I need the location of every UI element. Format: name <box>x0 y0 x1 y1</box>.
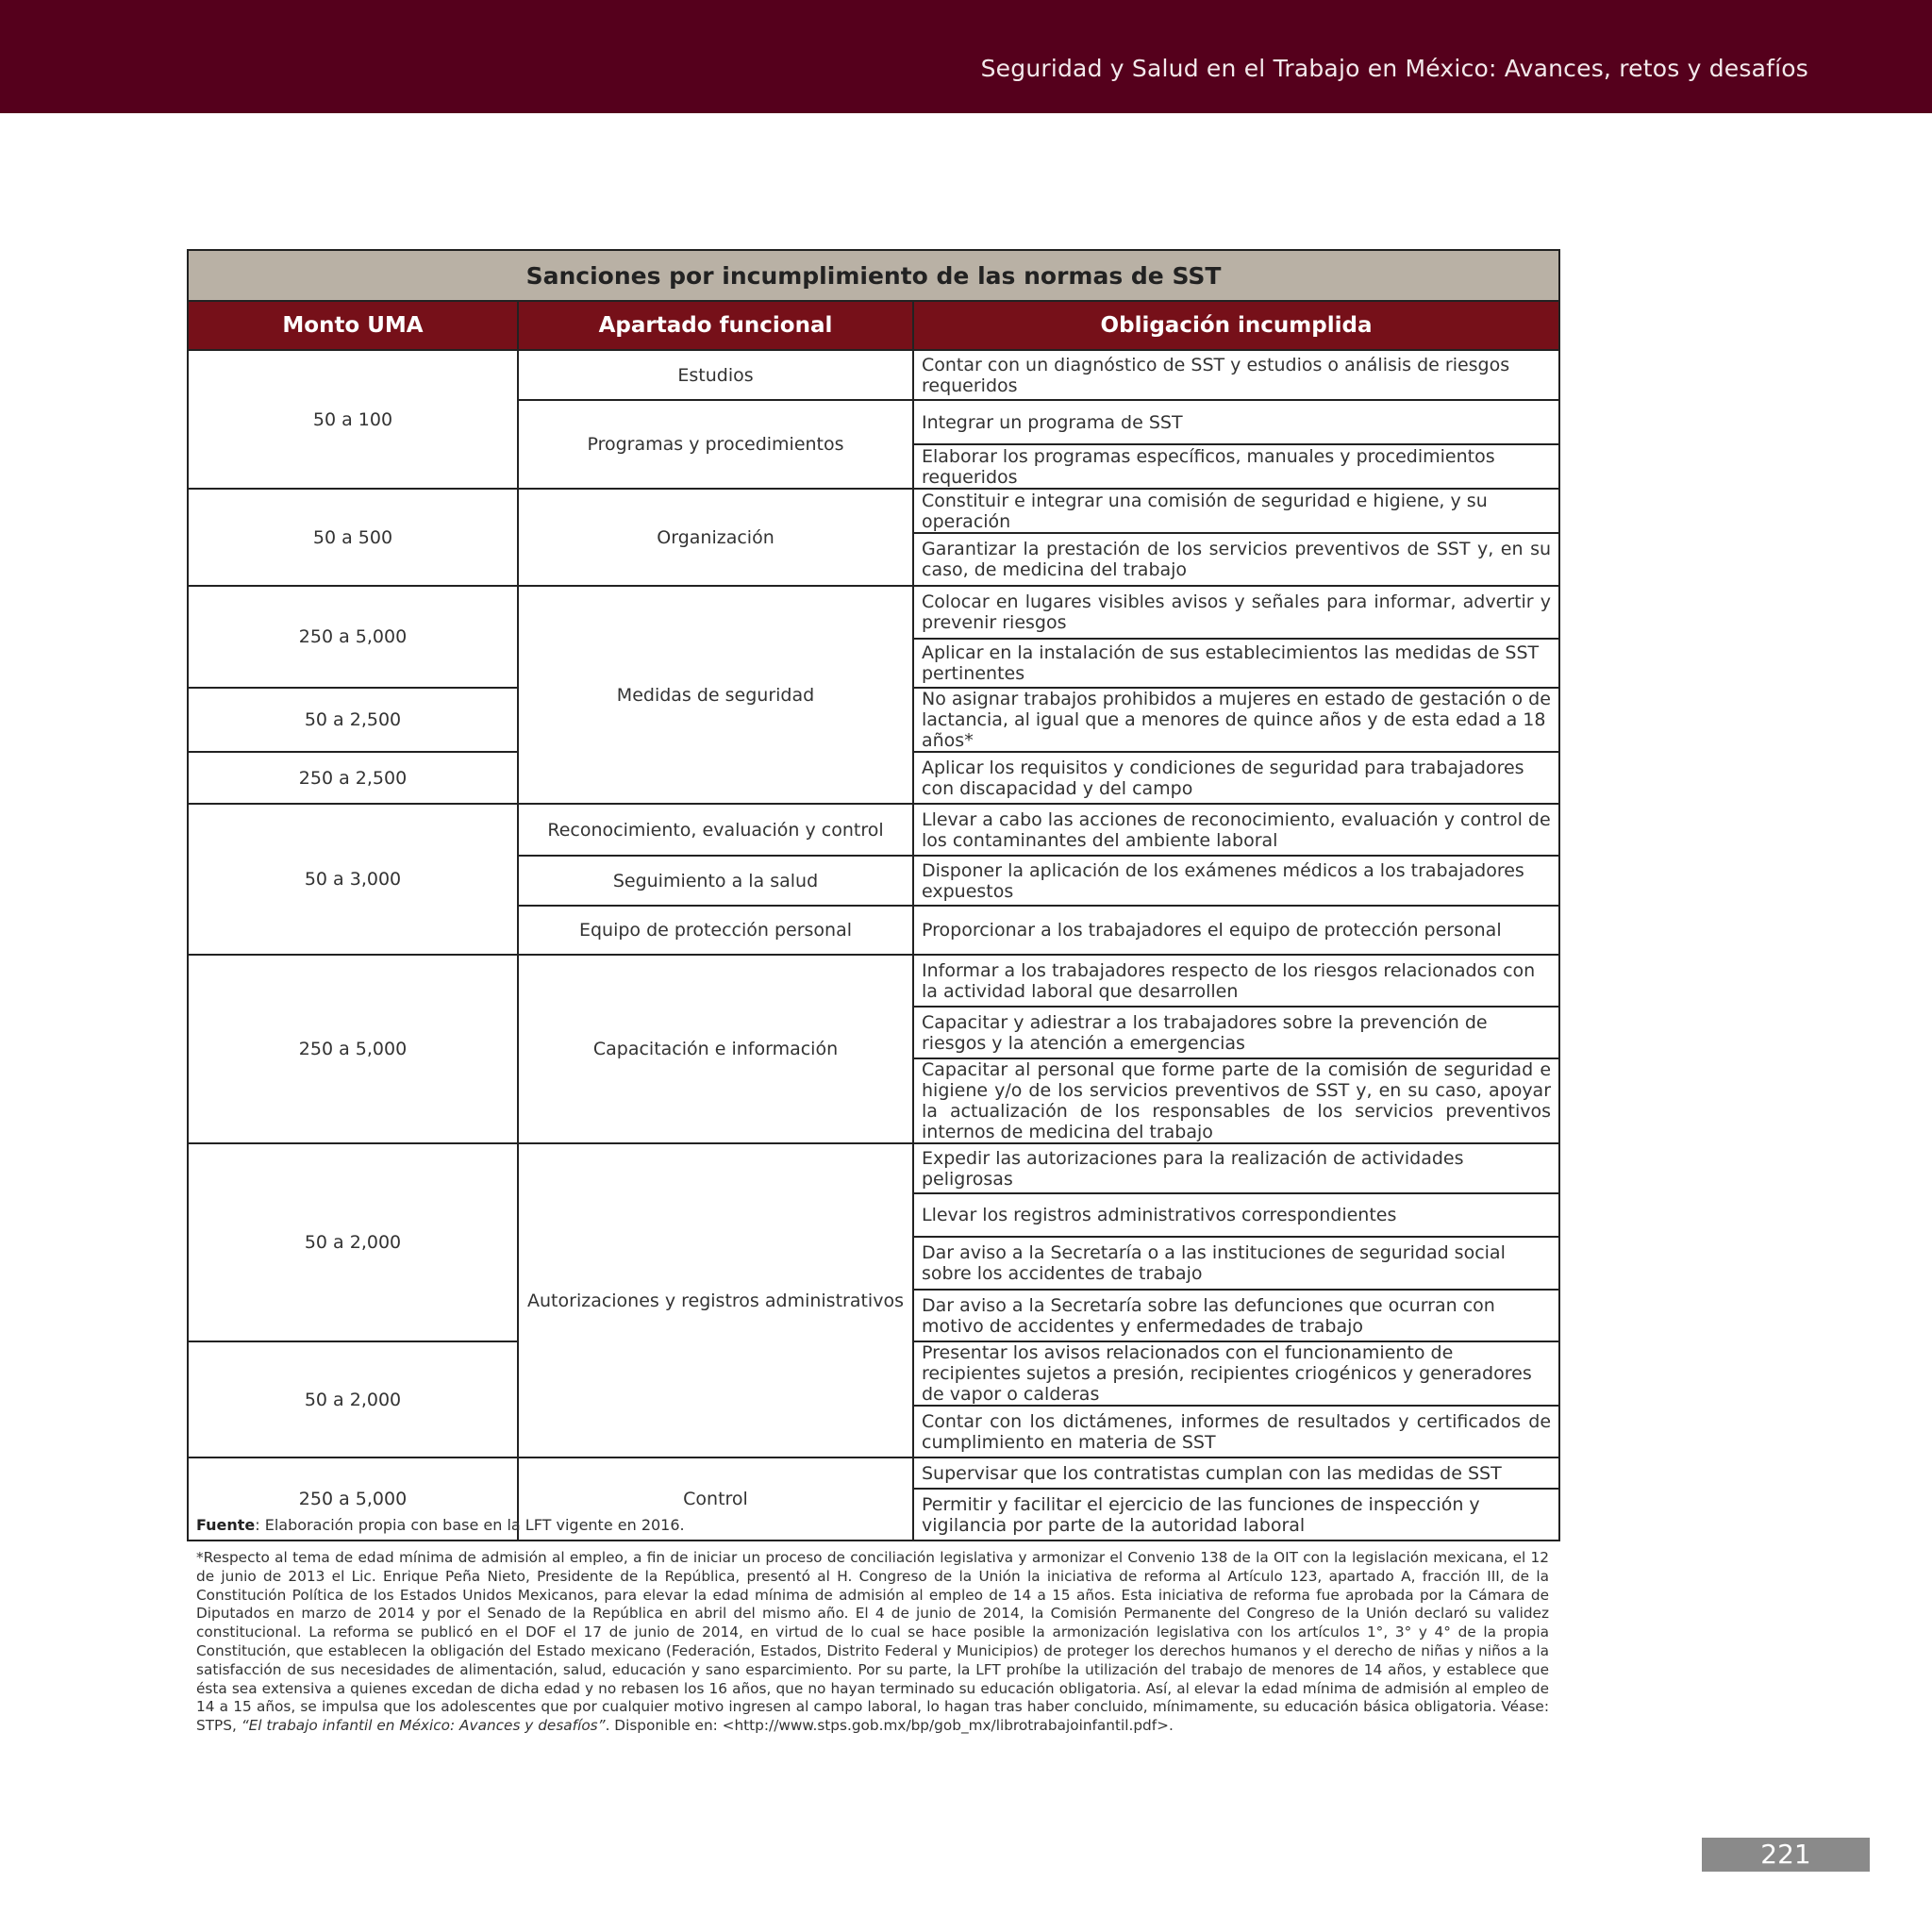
monto-cell: 50 a 500 <box>188 489 518 586</box>
obligacion-cell: Constituir e integrar una comisión de seguridad e higiene, y su operación <box>913 489 1559 533</box>
monto-cell: 50 a 100 <box>188 350 518 489</box>
apartado-cell: Medidas de seguridad <box>518 586 913 804</box>
obligacion-cell: Expedir las autorizaciones para la realización de actividades peligrosas <box>913 1143 1559 1193</box>
obligacion-cell: Informar a los trabajadores respecto de los riesgos relacionados con la actividad laboral que desarrollen <box>913 955 1559 1007</box>
source-text: : Elaboración propia con base en la LFT vigente en 2016. <box>255 1516 685 1534</box>
source-note <box>196 1516 685 1534</box>
monto-cell: 250 a 2,500 <box>188 752 518 804</box>
apartado-cell: Reconocimiento, evaluación y control <box>518 804 913 856</box>
obligacion-cell: Capacitar y adiestrar a los trabajadores sobre la prevención de riesgos y la atención a emergencias <box>913 1007 1559 1058</box>
obligacion-cell: Aplicar en la instalación de sus establecimientos las medidas de SST pertinentes <box>913 639 1559 688</box>
obligacion-cell: Contar con los dictámenes, informes de resultados y certificados de cumplimiento en materia de SST <box>913 1406 1559 1457</box>
obligacion-cell: Llevar los registros administrativos correspondientes <box>913 1193 1559 1237</box>
column-header-monto: Monto UMA <box>188 301 518 350</box>
monto-cell: 50 a 3,000 <box>188 804 518 955</box>
obligacion-cell: No asignar trabajos prohibidos a mujeres en estado de gestación o de lactancia, al igual que a menores de quince años y de esta edad a 18 años* <box>913 688 1559 752</box>
obligacion-cell: Aplicar los requisitos y condiciones de seguridad para trabajadores con discapacidad y del campo <box>913 752 1559 804</box>
obligacion-cell: Llevar a cabo las acciones de reconocimiento, evaluación y control de los contaminantes del ambiente laboral <box>913 804 1559 856</box>
apartado-cell: Organización <box>518 489 913 586</box>
apartado-cell: Equipo de protección personal <box>518 906 913 955</box>
monto-cell: 50 a 2,000 <box>188 1341 518 1457</box>
footnote-tail: . Disponible en: <http://www.stps.gob.mx/bp/gob_mx/librotrabajoinfantil.pdf>. <box>605 1717 1174 1735</box>
footnote-text: *Respecto al tema de edad mínima de admisión al empleo, a fin de iniciar un proceso de conciliación legislativa y armonizar el Convenio 138 de la OIT con la legislación mexicana, el 12 de junio de 2013 el Lic. Enrique Peña Nieto, Presidente de la República, presentó al H. Congreso de la Unión la iniciativa de reforma al Artículo 123, apartado A, fracción III, de la Constitución Política de los Estados Unidos Mexicanos, para elevar la edad mínima de admisión al empleo de 14 a 15 años. Esta iniciativa de reforma fue aprobada por la Cámara de Diputados en marzo de 2014 y por el Senado de la República en abril del mismo año. El 4 de junio de 2014, la Comisión Permanente del Congreso de la Unión declaró su validez constitucional. La reforma se publicó en el DOF el 17 de junio de 2014, en virtud de lo cual se hace posible la armonización legislativa con los artículos 1°, 3° y 4° de la propia Constitución, que establecen la obligación del Estado mexicano (Federación, Estados, Distrito Federal y Municipios) de proteger los derechos humanos y el derecho de niñas y niños a la satisfacción de sus necesidades de alimentación, salud, educación y sano esparcimiento. Por su parte, la LFT prohíbe la utilización del trabajo de menores de 14 años, y establece que ésta sea extensiva a quienes excedan de dicha edad y no rebasen los 16 años, que no hayan terminado su educación obligatoria. Así, al elevar la edad mínima de admisión al empleo de 14 a 15 años, se impulsa que los adolescentes que por cualquier motivo ingresen al campo laboral, lo hagan tras haber concluido, mínimamente, su educación básica obligatoria. Véase: STPS, <box>196 1549 1549 1735</box>
header-bar <box>0 0 1932 113</box>
apartado-cell: Autorizaciones y registros administrativos <box>518 1143 913 1457</box>
column-header-apartado: Apartado funcional <box>518 301 913 350</box>
monto-cell: 50 a 2,500 <box>188 688 518 752</box>
obligacion-cell: Dar aviso a la Secretaría o a las instituciones de seguridad social sobre los accidentes de trabajo <box>913 1237 1559 1290</box>
obligacion-cell: Dar aviso a la Secretaría sobre las defunciones que ocurran con motivo de accidentes y enfermedades de trabajo <box>913 1290 1559 1341</box>
running-title: Seguridad y Salud en el Trabajo en México: Avances, retos y desafíos <box>980 55 1808 82</box>
table-title: Sanciones por incumplimiento de las normas de SST <box>188 250 1559 301</box>
obligacion-cell: Supervisar que los contratistas cumplan con las medidas de SST <box>913 1457 1559 1489</box>
monto-cell: 250 a 5,000 <box>188 955 518 1143</box>
apartado-cell: Programas y procedimientos <box>518 400 913 489</box>
obligacion-cell: Permitir y facilitar el ejercicio de las funciones de inspección y vigilancia por parte de la autoridad laboral <box>913 1489 1559 1541</box>
obligacion-cell: Integrar un programa de SST <box>913 400 1559 444</box>
apartado-cell: Estudios <box>518 350 913 400</box>
monto-cell: 250 a 5,000 <box>188 586 518 688</box>
footnote <box>196 1549 1549 1736</box>
obligacion-cell: Elaborar los programas específicos, manuales y procedimientos requeridos <box>913 444 1559 489</box>
monto-cell: 50 a 2,000 <box>188 1143 518 1341</box>
page-number: 221 <box>1702 1838 1870 1872</box>
obligacion-cell: Colocar en lugares visibles avisos y señales para informar, advertir y prevenir riesgos <box>913 586 1559 639</box>
apartado-cell: Control <box>518 1457 913 1541</box>
sanctions-table <box>187 249 1560 1541</box>
obligacion-cell: Proporcionar a los trabajadores el equipo de protección personal <box>913 906 1559 955</box>
obligacion-cell: Contar con un diagnóstico de SST y estudios o análisis de riesgos requeridos <box>913 350 1559 400</box>
source-label: Fuente <box>196 1516 256 1534</box>
obligacion-cell: Capacitar al personal que forme parte de la comisión de seguridad e higiene y/o de los servicios preventivos de SST y, en su caso, apoyar la actualización de los responsables de los servicios preventivos internos de medicina del trabajo <box>913 1058 1559 1143</box>
monto-cell: 250 a 5,000 <box>188 1457 518 1541</box>
column-header-obligacion: Obligación incumplida <box>913 301 1559 350</box>
obligacion-cell: Garantizar la prestación de los servicios preventivos de SST y, en su caso, de medicina del trabajo <box>913 533 1559 586</box>
apartado-cell: Seguimiento a la salud <box>518 856 913 906</box>
obligacion-cell: Presentar los avisos relacionados con el funcionamiento de recipientes sujetos a presión, recipientes criogénicos y generadores de vapor o calderas <box>913 1341 1559 1406</box>
apartado-cell: Capacitación e información <box>518 955 913 1143</box>
obligacion-cell: Disponer la aplicación de los exámenes médicos a los trabajadores expuestos <box>913 856 1559 906</box>
footnote-italic-title: “El trabajo infantil en México: Avances y desafíos” <box>241 1717 606 1735</box>
